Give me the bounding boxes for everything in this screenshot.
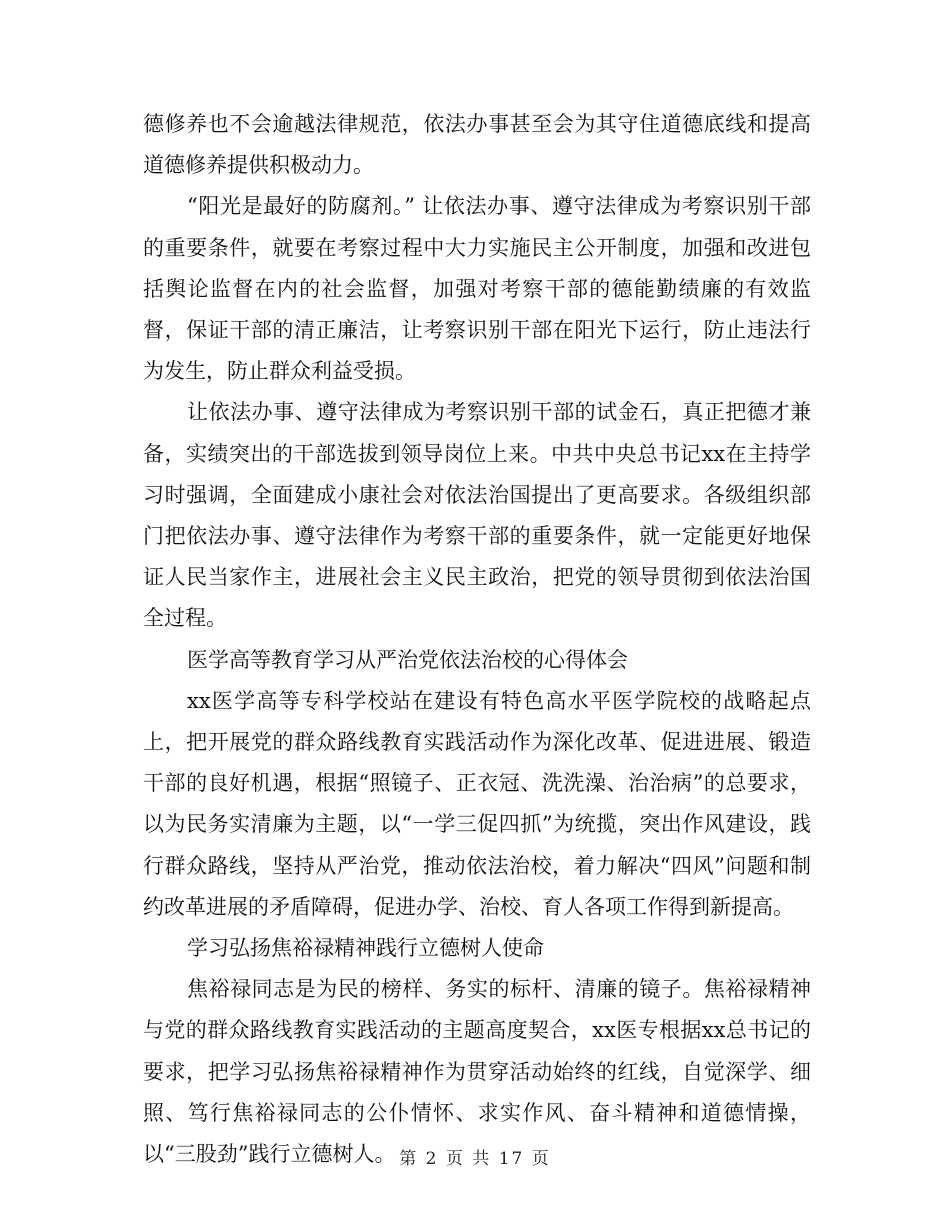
paragraph-continuation: 德修养也不会逾越法律规范，依法办事甚至会为其守住道德底线和提高道德修养提供积极动力。 — [143, 112, 811, 178]
section-heading-jiao-yulu: 学习弘扬焦裕禄精神践行立德树人使命 — [187, 936, 544, 961]
paragraph-touchstone: 让依法办事、遵守法律成为考察识别干部的试金石，真正把德才兼备，实绩突出的干部选拔到领导岗位上来。中共中央总书记xx在主持学习时强调，全面建成小康社会对依法治国提出了更高要求。各级组织部门把依法办事、遵守法律作为考察干部的重要条件，就一定能更好地保证人民当家作主，进展社会主义民主政治，把党的领导贯彻到依法治国全过程。 — [143, 400, 811, 631]
paragraph-sunshine: “阳光是最好的防腐剂。” 让依法办事、遵守法律成为考察识别干部的重要条件，就要在考察过程中大力实施民主公开制度，加强和改进包括舆论监督在内的社会监督，加强对考察干部的德能勤绩廉的有效监督，保证干部的清正廉洁，让考察识别干部在阳光下运行，防止违法行为发生，防止群众利益受损。 — [143, 194, 811, 384]
section-heading-medical-education: 医学高等教育学习从严治党依法治校的心得体会 — [187, 647, 628, 672]
page-number-footer: 第 2 页 共 17 页 — [399, 1149, 551, 1169]
paragraph-medical-college: xx医学高等专科学校站在建设有特色高水平医学院校的战略起点上，把开展党的群众路线教育实践活动作为深化改革、促进进展、锻造干部的良好机遇，根据“照镜子、正衣冠、洗洗澡、治治病”的总要求，以为民务实清廉为主题，以“一学三促四抓”为统揽，突出作风建设，践行群众路线，坚持从严治党，推动依法治校，着力解决“四风”问题和制约改革进展的矛盾障碍，促进办学、治校、育人各项工作得到新提高。 — [143, 688, 811, 919]
document-body — [143, 104, 811, 1175]
paragraph-jiao-yulu-spirit: 焦裕禄同志是为民的榜样、务实的标杆、清廉的镜子。焦裕禄精神与党的群众路线教育实践活动的主题高度契合，xx医专根据xx总书记的要求，把学习弘扬焦裕禄精神作为贯穿活动始终的红线，自觉深学、细照、笃行焦裕禄同志的公仆情怀、求实作风、奋斗精神和道德情操，以“三股劲”践行立德树人。 — [143, 977, 811, 1167]
